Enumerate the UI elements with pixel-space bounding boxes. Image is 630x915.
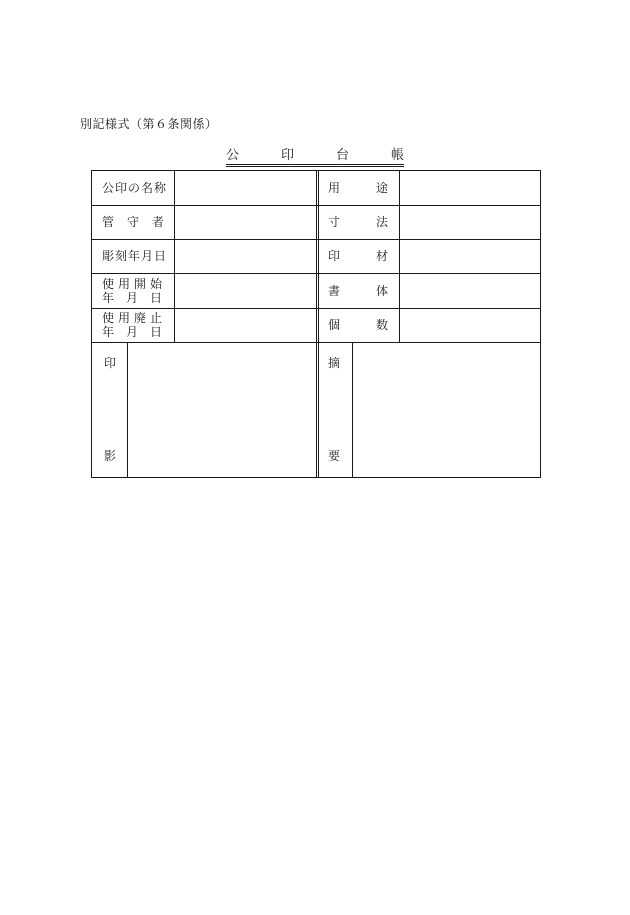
- input-seal-impression[interactable]: [128, 343, 316, 477]
- label-char: 途: [375, 181, 388, 195]
- label-char: 日: [149, 290, 162, 305]
- label-char: 印: [104, 356, 117, 370]
- label-use-start-date: [102, 273, 162, 308]
- label-char: 日: [153, 249, 166, 263]
- label-seal-material: [328, 239, 388, 273]
- input-engraving-date[interactable]: [175, 240, 316, 273]
- label-char: 日: [149, 325, 162, 339]
- form-reference: 別記様式（第６条関係）: [80, 117, 218, 131]
- label-char: 管: [102, 215, 115, 229]
- label-use-end-date: [102, 308, 162, 342]
- input-seal-material[interactable]: [400, 240, 540, 273]
- label-char: 廃: [133, 311, 146, 325]
- label-seal-name: [102, 171, 166, 205]
- label-char: 止: [149, 311, 162, 325]
- label-char: 書: [328, 283, 341, 298]
- title-char: 台: [335, 148, 349, 163]
- label-char: 法: [375, 215, 388, 229]
- input-custodian[interactable]: [175, 206, 316, 239]
- label-char: 要: [328, 449, 341, 463]
- label-char: 個: [328, 318, 341, 332]
- label-char: 名: [140, 181, 153, 195]
- label-char: 使: [102, 311, 115, 325]
- col-divider: [316, 171, 317, 477]
- label-typeface: [328, 273, 388, 308]
- label-seal-impression: [104, 356, 118, 463]
- label-char: 開: [133, 276, 146, 291]
- label-char: 月: [125, 290, 138, 305]
- input-seal-name[interactable]: [175, 171, 316, 205]
- label-char: 用: [117, 276, 130, 291]
- title-char: 印: [280, 148, 294, 163]
- label-char: 年: [102, 325, 115, 339]
- label-char: 守: [126, 215, 139, 229]
- label-char: 数: [375, 318, 388, 332]
- label-char: 用: [328, 181, 341, 195]
- label-char: 影: [104, 449, 117, 463]
- label-summary: [328, 356, 342, 463]
- input-dimensions[interactable]: [400, 206, 540, 239]
- label-char: 体: [375, 283, 388, 298]
- label-char: 月: [125, 325, 138, 339]
- label-char: 摘: [328, 356, 341, 370]
- label-char: の: [127, 181, 140, 195]
- label-char: 年: [127, 249, 140, 263]
- input-use-start-date[interactable]: [175, 274, 316, 308]
- label-quantity: [328, 308, 388, 342]
- label-char: 者: [151, 215, 164, 229]
- col-divider: [318, 171, 319, 477]
- input-use-end-date[interactable]: [175, 309, 316, 342]
- label-char: 刻: [114, 249, 127, 263]
- label-char: 印: [328, 249, 341, 263]
- input-quantity[interactable]: [400, 309, 540, 342]
- page-title: [226, 144, 404, 167]
- title-char: 公: [226, 148, 240, 163]
- label-custodian: [102, 205, 164, 239]
- label-char: 彫: [102, 249, 115, 263]
- title-char: 帳: [390, 148, 404, 163]
- input-typeface[interactable]: [400, 274, 540, 308]
- label-char: 用: [117, 311, 130, 325]
- input-summary[interactable]: [353, 343, 540, 477]
- label-char: 公: [102, 181, 115, 195]
- label-char: 年: [102, 290, 115, 305]
- label-char: 寸: [328, 215, 341, 229]
- label-char: 材: [375, 249, 388, 263]
- label-purpose: [328, 171, 388, 205]
- label-engraving-date: [102, 239, 166, 273]
- label-char: 始: [149, 276, 162, 291]
- label-dimensions: [328, 205, 388, 239]
- input-purpose[interactable]: [400, 171, 540, 205]
- label-char: 称: [153, 181, 166, 195]
- label-char: 印: [114, 181, 127, 195]
- seal-register-table: [91, 170, 541, 478]
- label-char: 月: [140, 249, 153, 263]
- label-char: 使: [102, 276, 115, 291]
